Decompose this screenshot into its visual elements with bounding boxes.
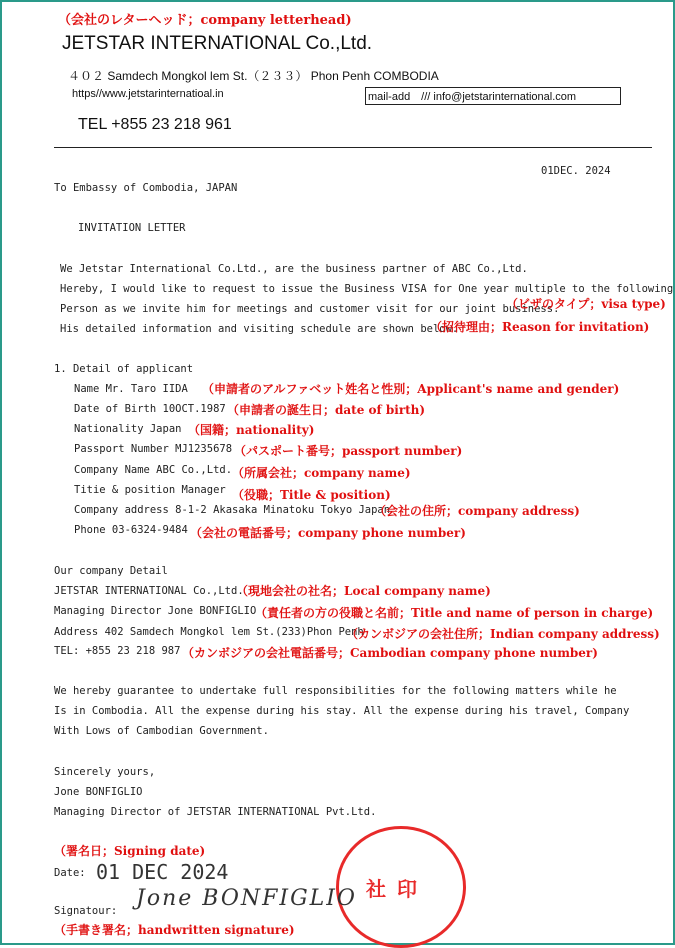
intro-line: We Jetstar International Co.Ltd., are the business partner of ABC Co.,Ltd.: [60, 263, 528, 275]
intro-line: His detailed information and visiting schedule are shown below.: [60, 323, 459, 335]
applicant-title: Titie & position Manager: [74, 484, 226, 496]
letter-date: 01DEC. 2024: [541, 165, 611, 177]
title-note: （役職；Title & position): [232, 488, 391, 502]
applicant-name: Name Mr. Taro IIDA: [74, 383, 188, 395]
visa-type-note: （ビザのタイプ；visa type): [506, 297, 666, 311]
section-applicant: 1. Detail of applicant: [54, 363, 194, 375]
signature-label: Signatour:: [54, 905, 118, 917]
mail-link[interactable]: info@jetstarinternational.com: [433, 91, 577, 103]
company-website[interactable]: https//www.jetstarinternatioal.in: [72, 88, 224, 100]
nationality-note: （国籍；nationality): [188, 423, 315, 437]
letterhead-note: （会社のレターヘッド；company letterhead): [58, 13, 352, 28]
letter-heading: INVITATION LETTER: [78, 222, 186, 234]
handwritten-signature: Jone BONFIGLIO: [136, 886, 357, 911]
company-address-note: （会社の住所；company address): [374, 504, 580, 518]
our-company-name: JETSTAR INTERNATIONAL Co.,Ltd.: [54, 585, 244, 597]
letterhead-divider: [54, 147, 652, 148]
intro-line: Hereby, I would like to request to issue the Business VISA for One year multiple to the following: [60, 283, 674, 295]
mail-label: mail-add ///: [368, 91, 434, 103]
local-address-note: （カンボジアの会社住所；Indian company address): [346, 627, 660, 641]
company-phone-note: （会社の電話番号；company phone number): [190, 526, 466, 540]
date-label: Date:: [54, 867, 86, 879]
guarantee-line: We hereby guarantee to undertake full responsibilities for the following matters while he: [54, 685, 617, 697]
signing-date-note: （署名日；Signing date): [54, 844, 206, 858]
reason-note: （招待理由；Reason for invitation): [430, 320, 650, 334]
closing: Sincerely yours,: [54, 766, 156, 778]
guarantee-line: With Lows of Cambodian Government.: [54, 725, 269, 737]
seal-text: 社 印: [366, 877, 419, 901]
applicant-passport: Passport Number MJ1235678: [74, 443, 233, 455]
signer-title: Managing Director of JETSTAR INTERNATIONAL Pvt.Ltd.: [54, 806, 377, 818]
mail-line: [368, 88, 576, 104]
company-title: JETSTAR INTERNATIONAL Co.,Ltd.: [62, 33, 373, 54]
our-tel: TEL: +855 23 218 987: [54, 645, 181, 657]
our-address: Address 402 Samdech Mongkol lem St.(233)Phon Penh: [54, 626, 364, 638]
applicant-nationality: Nationality Japan: [74, 423, 182, 435]
applicant-company: Company Name ABC Co.,Ltd.: [74, 464, 233, 476]
intro-line: Person as we invite him for meetings and customer visit for our joint business.: [60, 303, 560, 315]
local-phone-note: （カンボジアの会社電話番号；Cambodian company phone number): [182, 646, 598, 660]
person-in-charge-note: （責任者の方の役職と名前；Title and name of person in charge): [255, 606, 654, 620]
applicant-dob: Date of Birth 10OCT.1987: [74, 403, 226, 415]
our-director: Managing Director Jone BONFIGLIO: [54, 605, 257, 617]
dob-note: （申請者の誕生日；date of birth): [227, 403, 426, 417]
company-tel: TEL +855 23 218 961: [78, 116, 232, 133]
signer-name: Jone BONFIGLIO: [54, 786, 143, 798]
company-name-note: （所属会社；company name): [232, 466, 411, 480]
applicant-name-note: （申請者のアルファベット姓名と性別；Applicant's name and gender): [202, 382, 620, 396]
company-address: ４０２ Samdech Mongkol lem St.（２３３） Phon Penh COMBODIA: [68, 69, 439, 83]
addressee: To Embassy of Combodia, JAPAN: [54, 182, 238, 194]
applicant-phone: Phone 03-6324-9484: [74, 524, 188, 536]
handwritten-note: （手書き署名；handwritten signature): [54, 923, 295, 937]
our-company-heading: Our company Detail: [54, 565, 168, 577]
local-company-note: （現地会社の社名；Local company name): [236, 584, 491, 598]
guarantee-line: Is in Combodia. All the expense during his stay. All the expense during his travel, Company: [54, 705, 630, 717]
applicant-address: Company address 8-1-2 Akasaka Minatoku Tokyo Japan: [74, 504, 391, 516]
date-value: 01 DEC 2024: [96, 860, 229, 884]
passport-note: （パスポート番号；passport number): [234, 444, 463, 458]
